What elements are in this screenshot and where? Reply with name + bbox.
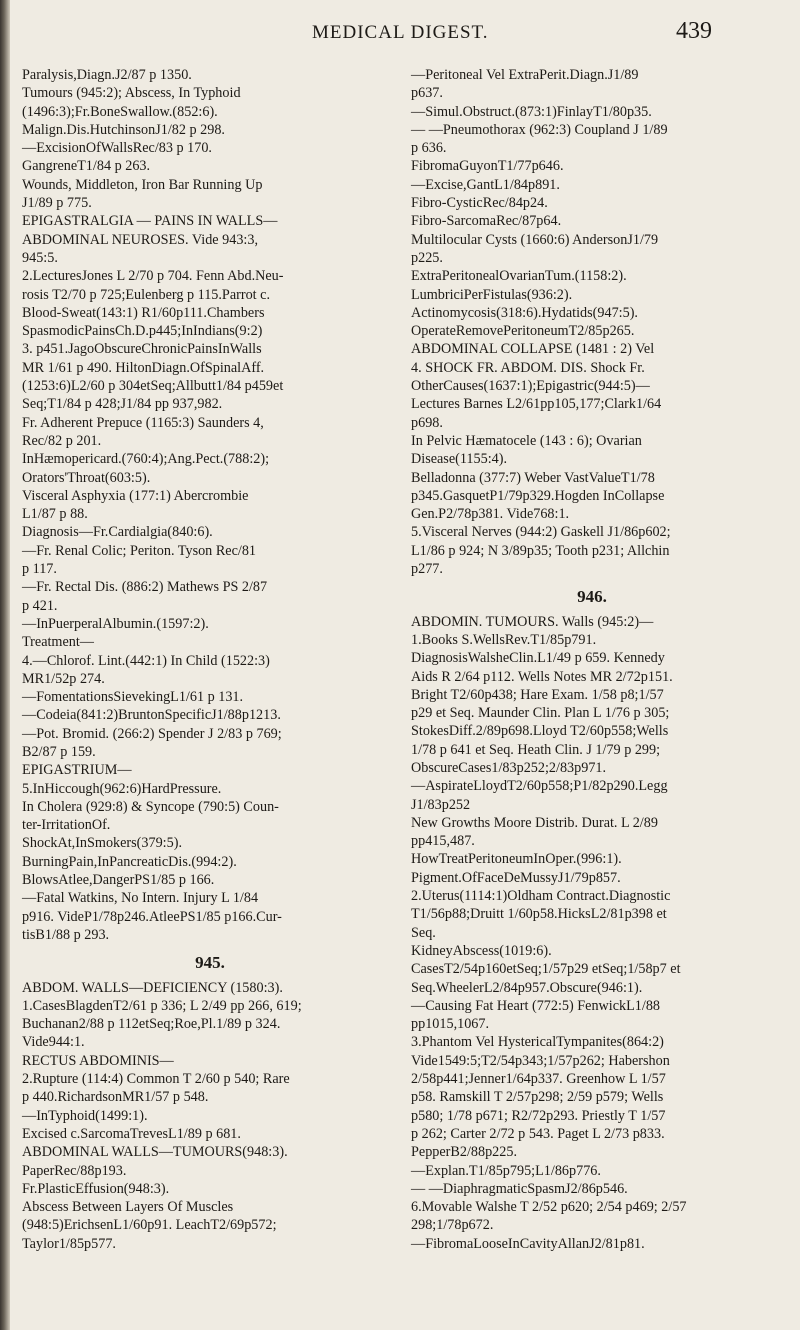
index-line: RECTUS ABDOMINIS— — [22, 1052, 174, 1069]
index-line: p29 et Seq. Maunder Clin. Plan L 1/76 p 305; — [411, 705, 670, 722]
index-line: 2/58p441;Jenner1/64p337. Greenhow L 1/57 — [411, 1071, 666, 1088]
index-line: 2.LecturesJones L 2/70 p 704. Fenn Abd.Neu- — [22, 268, 284, 285]
index-line: 945:5. — [22, 249, 58, 266]
index-line: Paralysis,Diagn.J2/87 p 1350. — [22, 67, 192, 83]
index-line: —InTyphoid(1499:1). — [22, 1107, 148, 1124]
index-line: Excised c.SarcomaTrevesL1/89 p 681. — [22, 1125, 241, 1142]
index-line: ABDOMINAL COLLAPSE (1481 : 2) Vel — [411, 341, 655, 358]
index-line: —ExcisionOfWallsRec/83 p 170. — [22, 140, 212, 157]
page-header — [0, 18, 800, 52]
index-line: 3.Phantom Vel HystericalTympanites(864:2) — [411, 1034, 664, 1051]
index-line: ABDOM. WALLS—DEFICIENCY (1580:3). — [22, 979, 283, 996]
index-line: p637. — [411, 85, 443, 102]
index-line: —Simul.Obstruct.(873:1)FinlayT1/80p35. — [411, 103, 652, 120]
index-line: Lectures Barnes L2/61pp105,177;Clark1/64 — [411, 396, 662, 413]
index-line: Diagnosis—Fr.Cardialgia(840:6). — [22, 524, 213, 541]
index-line: — —Pneumothorax (962:3) Coupland J 1/89 — [411, 121, 668, 138]
index-line: 2.Uterus(1114:1)Oldham Contract.Diagnostic — [411, 888, 671, 905]
index-line: ABDOMINAL NEUROSES. Vide 943:3, — [22, 231, 259, 248]
index-line: 2.Rupture (114:4) Common T 2/60 p 540; Rare — [22, 1071, 290, 1088]
index-line: Vide1549:5;T2/54p343;1/57p262; Habershon — [411, 1052, 670, 1069]
index-line: 3. p451.JagoObscureChronicPainsInWalls — [22, 341, 262, 358]
index-line: PepperB2/88p225. — [411, 1144, 518, 1161]
index-line: In Cholera (929:8) & Syncope (790:5) Coun- — [22, 798, 279, 815]
index-line: ObscureCases1/83p252;2/83p971. — [411, 759, 607, 776]
index-line: (1253:6)L2/60 p 304etSeq;Allbutt1/84 p459et — [22, 378, 284, 395]
index-line: ExtraPeritonealOvarianTum.(1158:2). — [411, 268, 627, 285]
index-line: LumbriciPerFistulas(936:2). — [411, 286, 573, 303]
index-line: DiagnosisWalsheClin.L1/49 p 659. Kennedy — [411, 650, 665, 667]
index-line: MR1/52p 274. — [22, 670, 105, 687]
index-line: SpasmodicPainsCh.D.p445;InIndians(9:2) — [22, 323, 263, 340]
index-line: Vide944:1. — [22, 1034, 85, 1051]
index-line: Fibro-CysticRec/84p24. — [411, 195, 548, 212]
index-line: 1.CasesBlagdenT2/61 p 336; L 2/49 pp 266, 619; — [22, 997, 302, 1014]
index-line: —FomentationsSievekingL1/61 p 131. — [22, 689, 244, 706]
index-line: Abscess Between Layers Of Muscles — [22, 1199, 234, 1216]
index-line: BurningPain,InPancreaticDis.(994:2). — [22, 853, 237, 870]
running-head: MEDICAL DIGEST. — [312, 22, 489, 43]
right-column — [411, 66, 773, 1253]
index-line: 4.—Chlorof. Lint.(442:1) In Child (1522:3) — [22, 652, 270, 669]
index-line: Blood-Sweat(143:1) R1/60p111.Chambers — [22, 304, 265, 321]
index-line: 298;1/78p672. — [411, 1217, 494, 1234]
section-number: 946. — [577, 587, 607, 607]
index-line: ABDOMIN. TUMOURS. Walls (945:2)— — [411, 613, 654, 630]
index-line: p345.GasquetP1/79p329.Hogden InCollapse — [411, 487, 665, 504]
index-line: Belladonna (377:7) Weber VastValueT1/78 — [411, 469, 655, 486]
index-line: J1/89 p 775. — [22, 195, 92, 212]
index-line: EPIGASTRIUM— — [22, 762, 132, 779]
index-line: (948:5)ErichsenL1/60p91. LeachT2/69p572; — [22, 1217, 277, 1234]
index-line: p 262; Carter 2/72 p 543. Paget L 2/73 p833. — [411, 1125, 665, 1142]
index-line: p916. VideP1/78p246.AtleePS1/85 p166.Cur- — [22, 908, 282, 925]
index-line: FibromaGuyonT1/77p646. — [411, 158, 564, 175]
index-line: InHæmopericard.(760:4);Ang.Pect.(788:2); — [22, 451, 270, 468]
index-line: —Excise,GantL1/84p891. — [411, 176, 560, 193]
index-line: OperateRemovePeritoneumT2/85p265. — [411, 323, 635, 340]
index-line: L1/86 p 924; N 3/89p35; Tooth p231; Allchin — [411, 542, 670, 559]
index-line: p 421. — [22, 597, 58, 614]
index-line: Seq.WheelerL2/84p957.Obscure(946:1). — [411, 979, 643, 996]
index-line: Disease(1155:4). — [411, 451, 508, 468]
index-line: ter-IrritationOf. — [22, 817, 111, 834]
index-line: —AspirateLloydT2/60p558;P1/82p290.Legg — [411, 778, 668, 795]
index-line: Orators'Throat(603:5). — [22, 469, 151, 486]
index-line: ShockAt,InSmokers(379:5). — [22, 835, 182, 852]
index-line: — —DiaphragmaticSpasmJ2/86p546. — [411, 1180, 628, 1197]
index-line: 5.Visceral Nerves (944:2) Gaskell J1/86p602; — [411, 524, 671, 541]
index-line: 1.Books S.WellsRev.T1/85p791. — [411, 631, 597, 648]
index-line: 1/78 p 641 et Seq. Heath Clin. J 1/79 p 299; — [411, 741, 661, 758]
index-line: Multilocular Cysts (1660:6) AndersonJ1/79 — [411, 231, 659, 248]
index-line: PaperRec/88p193. — [22, 1162, 127, 1179]
index-line: HowTreatPeritoneumInOper.(996:1). — [411, 851, 622, 868]
index-line: ABDOMINAL WALLS—TUMOURS(948:3). — [22, 1144, 288, 1161]
index-line: Visceral Asphyxia (177:1) Abercrombie — [22, 487, 249, 504]
index-line: —Fr. Renal Colic; Periton. Tyson Rec/81 — [22, 542, 257, 559]
index-line: Buchanan2/88 p 112etSeq;Roe,Pl.1/89 p 324. — [22, 1016, 281, 1033]
index-line: —Fatal Watkins, No Intern. Injury L 1/84 — [22, 890, 259, 907]
index-line: Fr.PlasticEffusion(948:3). — [22, 1180, 170, 1197]
index-line: —FibromaLooseInCavityAllanJ2/81p81. — [411, 1235, 645, 1252]
index-line: J1/83p252 — [411, 796, 471, 813]
index-line: —Codeia(841:2)BruntonSpecificJ1/88p1213. — [22, 707, 281, 724]
index-line: T1/56p88;Druitt 1/60p58.HicksL2/81p398 et — [411, 906, 667, 923]
index-line: Gen.P2/78p381. Vide768:1. — [411, 506, 570, 523]
index-line: Actinomycosis(318:6).Hydatids(947:5). — [411, 304, 638, 321]
index-line: OtherCauses(1637:1);Epigastric(944:5)— — [411, 378, 650, 395]
index-line: L1/87 p 88. — [22, 506, 88, 523]
index-line: Fr. Adherent Prepuce (1165:3) Saunders 4, — [22, 414, 264, 431]
index-line: —Causing Fat Heart (772:5) FenwickL1/88 — [411, 997, 661, 1014]
page-number: 439 — [676, 18, 712, 44]
index-line: New Growths Moore Distrib. Durat. L 2/89 — [411, 814, 658, 831]
index-line: p 636. — [411, 140, 447, 157]
index-line: —Explan.T1/85p795;L1/86p776. — [411, 1162, 601, 1179]
index-line: 4. SHOCK FR. ABDOM. DIS. Shock Fr. — [411, 359, 645, 376]
index-line: EPIGASTRALGIA — PAINS IN WALLS— — [22, 213, 278, 230]
index-line: Fibro-SarcomaRec/87p64. — [411, 213, 562, 230]
index-line: pp1015,1067. — [411, 1016, 490, 1033]
index-line: Wounds, Middleton, Iron Bar Running Up — [22, 176, 263, 193]
index-line: Aids R 2/64 p112. Wells Notes MR 2/72p151. — [411, 668, 673, 685]
index-line: KidneyAbscess(1019:6). — [411, 942, 552, 959]
index-line: 5.InHiccough(962:6)HardPressure. — [22, 780, 222, 797]
index-line: —InPuerperalAlbumin.(1597:2). — [22, 615, 209, 632]
index-line: pp415,487. — [411, 833, 475, 850]
index-line: CasesT2/54p160etSeq;1/57p29 etSeq;1/58p7 et — [411, 961, 681, 978]
section-number: 945. — [195, 953, 225, 973]
index-line: p 117. — [22, 561, 57, 578]
index-line: Tumours (945:2); Abscess, In Typhoid — [22, 85, 241, 102]
index-line: p 440.RichardsonMR1/57 p 548. — [22, 1089, 209, 1106]
index-line: Seq;T1/84 p 428;J1/84 pp 937,982. — [22, 396, 223, 413]
index-line: Taylor1/85p577. — [22, 1235, 116, 1252]
index-line: 6.Movable Walshe T 2/52 p620; 2/54 p469; 2/57 — [411, 1199, 687, 1216]
index-line: rosis T2/70 p 725;Eulenberg p 115.Parrot c. — [22, 286, 270, 303]
left-column — [22, 66, 398, 1253]
index-line: Bright T2/60p438; Hare Exam. 1/58 p8;1/57 — [411, 686, 664, 703]
index-line: BlowsAtlee,DangerPS1/85 p 166. — [22, 872, 215, 889]
index-line: Malign.Dis.HutchinsonJ1/82 p 298. — [22, 121, 225, 138]
index-line: p698. — [411, 414, 443, 431]
index-line: Treatment— — [22, 634, 94, 651]
index-line: MR 1/61 p 490. HiltonDiagn.OfSpinalAff. — [22, 359, 265, 376]
index-line: Seq. — [411, 924, 436, 941]
index-line: p58. Ramskill T 2/57p298; 2/59 p579; Wells — [411, 1089, 664, 1106]
index-line: StokesDiff.2/89p698.Lloyd T2/60p558;Wells — [411, 723, 669, 740]
index-line: Pigment.OfFaceDeMussyJ1/79p857. — [411, 869, 621, 886]
index-line: p225. — [411, 249, 443, 266]
index-line: GangreneT1/84 p 263. — [22, 158, 151, 175]
index-line: p277. — [411, 561, 443, 578]
index-line: —Fr. Rectal Dis. (886:2) Mathews PS 2/87 — [22, 579, 268, 596]
book-spine-shadow — [0, 0, 10, 1330]
index-line: tisB1/88 p 293. — [22, 926, 110, 943]
index-line: p580; 1/78 p671; R2/72p293. Priestly T 1/57 — [411, 1107, 666, 1124]
index-line: Rec/82 p 201. — [22, 432, 102, 449]
index-line: In Pelvic Hæmatocele (143 : 6); Ovarian — [411, 432, 642, 449]
index-line: (1496:3);Fr.BoneSwallow.(852:6). — [22, 103, 218, 120]
index-line: B2/87 p 159. — [22, 743, 96, 760]
index-line: —Pot. Bromid. (266:2) Spender J 2/83 p 769; — [22, 725, 282, 742]
index-line: —Peritoneal Vel ExtraPerit.Diagn.J1/89 — [411, 67, 639, 83]
